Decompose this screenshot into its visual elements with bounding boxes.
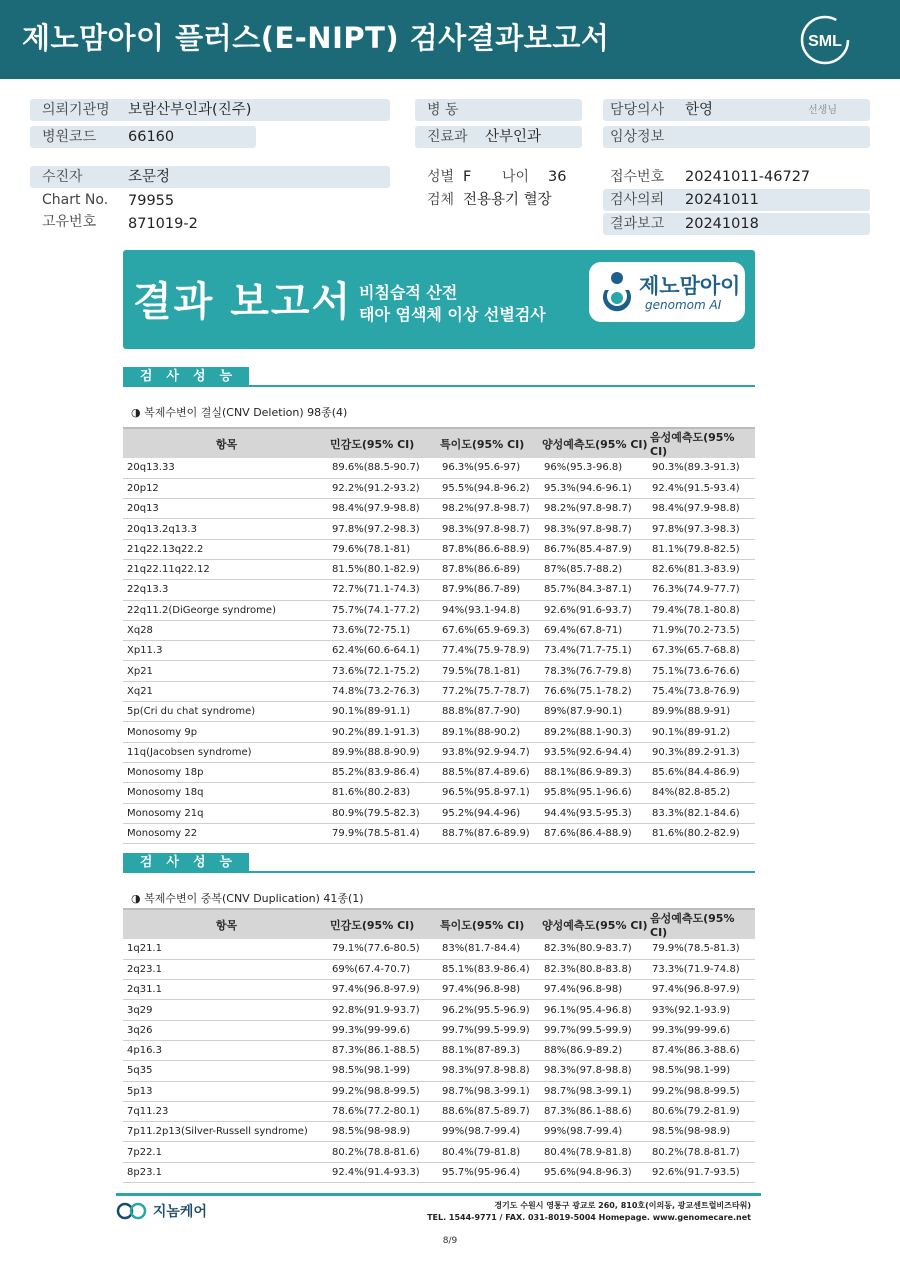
value-cell: 90.1%(89-91.2) <box>648 722 755 742</box>
table-row <box>123 1081 755 1101</box>
value-cell: 72.7%(71.1-74.3) <box>328 580 438 600</box>
value-cell: 95.2%(94.4-96) <box>438 803 540 823</box>
value-cell: 88.5%(87.4-89.6) <box>438 762 540 782</box>
value-cell: 80.4%(79-81.8) <box>438 1142 540 1162</box>
value-cell: 90.3%(89.3-91.3) <box>648 458 755 478</box>
value-cell: 89.1%(88-90.2) <box>438 722 540 742</box>
logo-name: 제노맘아이 <box>639 274 741 298</box>
value-cell: 99.3%(99-99.6) <box>648 1020 755 1040</box>
table-row <box>123 1000 755 1020</box>
doctor-suffix: 선생님 <box>808 105 837 116</box>
value-cell: 87%(85.7-88.2) <box>540 559 648 579</box>
table-header-row <box>123 428 755 458</box>
value-cell: 83%(81.7-84.4) <box>438 939 540 959</box>
value-cell: 89.6%(88.5-90.7) <box>328 458 438 478</box>
patient-value: 조문정 <box>128 169 171 185</box>
item-cell: Xp21 <box>123 661 328 681</box>
column-header: 양성예측도(95% CI) <box>540 909 648 939</box>
table-row <box>123 600 755 620</box>
item-cell: 20p12 <box>123 478 328 498</box>
value-cell: 97.8%(97.2-98.3) <box>328 519 438 539</box>
value-cell: 99.7%(99.5-99.9) <box>438 1020 540 1040</box>
value-cell: 99.2%(98.8-99.5) <box>648 1081 755 1101</box>
department-value: 산부인과 <box>485 129 542 145</box>
section2-header <box>123 853 755 873</box>
value-cell: 88.7%(87.6-89.9) <box>438 823 540 843</box>
value-cell: 97.4%(96.8-97.9) <box>648 980 755 1000</box>
table-row <box>123 783 755 803</box>
value-cell: 73.6%(72-75.1) <box>328 620 438 640</box>
chart-value: 79955 <box>128 193 175 209</box>
institution-label: 의뢰기관명 <box>42 102 110 118</box>
table-row <box>123 519 755 539</box>
banner-subtitle-2: 태아 염색체 이상 선별검사 <box>359 305 546 324</box>
table-row <box>123 742 755 762</box>
value-cell: 92.4%(91.4-93.3) <box>328 1162 438 1182</box>
value-cell: 90.3%(89.2-91.3) <box>648 742 755 762</box>
patient-label: 수진자 <box>42 169 83 185</box>
value-cell: 87.8%(86.6-88.9) <box>438 539 540 559</box>
footer-divider <box>116 1193 761 1196</box>
value-cell: 89.9%(88.8-90.9) <box>328 742 438 762</box>
value-cell: 76.3%(74.9-77.7) <box>648 580 755 600</box>
report-header <box>0 0 900 79</box>
logo-sub: genomom AI <box>645 298 722 312</box>
value-cell: 98.5%(98-98.9) <box>648 1122 755 1142</box>
value-cell: 98.3%(97.8-98.8) <box>540 1061 648 1081</box>
item-cell: 7q11.23 <box>123 1101 328 1121</box>
table-row <box>123 939 755 959</box>
item-cell: 1q21.1 <box>123 939 328 959</box>
value-cell: 82.3%(80.8-83.8) <box>540 959 648 979</box>
column-header: 음성예측도(95% CI) <box>648 909 755 939</box>
value-cell: 89.2%(88.1-90.3) <box>540 722 648 742</box>
item-cell: 3q29 <box>123 1000 328 1020</box>
value-cell: 67.3%(65.7-68.8) <box>648 641 755 661</box>
item-cell: 3q26 <box>123 1020 328 1040</box>
section2-subtitle: ◑ 복제수변이 중복(CNV Duplication) 41종(1) <box>131 892 364 905</box>
value-cell: 85.2%(83.9-86.4) <box>328 762 438 782</box>
value-cell: 95.6%(94.8-96.3) <box>540 1162 648 1182</box>
table-row <box>123 980 755 1000</box>
value-cell: 98.2%(97.8-98.7) <box>540 499 648 519</box>
item-cell: Monosomy 18p <box>123 762 328 782</box>
table-row <box>123 722 755 742</box>
column-header: 특이도(95% CI) <box>438 909 540 939</box>
item-cell: Monosomy 18q <box>123 783 328 803</box>
value-cell: 87.4%(86.3-88.6) <box>648 1040 755 1060</box>
value-cell: 79.9%(78.5-81.3) <box>648 939 755 959</box>
table-header-row <box>123 909 755 939</box>
item-cell: 2q31.1 <box>123 980 328 1000</box>
banner-subtitle-1: 비침습적 산전 <box>359 283 458 302</box>
value-cell: 96.2%(95.5-96.9) <box>438 1000 540 1020</box>
item-cell: 7p22.1 <box>123 1142 328 1162</box>
specimen-label: 검체 <box>427 192 455 208</box>
genomecare-logo-icon <box>116 1202 148 1220</box>
value-cell: 93.5%(92.6-94.4) <box>540 742 648 762</box>
value-cell: 69.4%(67.8-71) <box>540 620 648 640</box>
column-header: 항목 <box>123 909 328 939</box>
report-date-label: 결과보고 <box>610 216 665 232</box>
value-cell: 71.9%(70.2-73.5) <box>648 620 755 640</box>
item-cell: 22q13.3 <box>123 580 328 600</box>
value-cell: 76.6%(75.1-78.2) <box>540 681 648 701</box>
table-row <box>123 1040 755 1060</box>
value-cell: 99%(98.7-99.4) <box>540 1122 648 1142</box>
column-header: 민감도(95% CI) <box>328 428 438 458</box>
value-cell: 98.2%(97.8-98.7) <box>438 499 540 519</box>
value-cell: 86.7%(85.4-87.9) <box>540 539 648 559</box>
value-cell: 99.7%(99.5-99.9) <box>540 1020 648 1040</box>
value-cell: 73.3%(71.9-74.8) <box>648 959 755 979</box>
value-cell: 98.3%(97.8-98.8) <box>438 1061 540 1081</box>
value-cell: 67.6%(65.9-69.3) <box>438 620 540 640</box>
item-cell: 5q35 <box>123 1061 328 1081</box>
table-row <box>123 681 755 701</box>
value-cell: 85.7%(84.3-87.1) <box>540 580 648 600</box>
column-header: 항목 <box>123 428 328 458</box>
value-cell: 87.3%(86.1-88.6) <box>540 1101 648 1121</box>
value-cell: 80.2%(78.8-81.7) <box>648 1142 755 1162</box>
value-cell: 98.5%(98.1-99) <box>648 1061 755 1081</box>
genomom-logo <box>589 262 745 322</box>
value-cell: 96.1%(95.4-96.8) <box>540 1000 648 1020</box>
item-cell: 20q13 <box>123 499 328 519</box>
item-cell: 21q22.11q22.12 <box>123 559 328 579</box>
item-cell: 22q11.2(DiGeorge syndrome) <box>123 600 328 620</box>
table-row <box>123 499 755 519</box>
value-cell: 79.6%(78.1-81) <box>328 539 438 559</box>
item-cell: Monosomy 21q <box>123 803 328 823</box>
id-label: 고유번호 <box>42 214 97 230</box>
value-cell: 81.6%(80.2-82.9) <box>648 823 755 843</box>
page-number: 8/9 <box>442 1236 458 1246</box>
item-cell: Xp11.3 <box>123 641 328 661</box>
column-header: 특이도(95% CI) <box>438 428 540 458</box>
table-row <box>123 641 755 661</box>
item-cell: 20q13.33 <box>123 458 328 478</box>
value-cell: 79.9%(78.5-81.4) <box>328 823 438 843</box>
item-cell: Monosomy 9p <box>123 722 328 742</box>
table-row <box>123 1162 755 1182</box>
column-header: 음성예측도(95% CI) <box>648 428 755 458</box>
value-cell: 92.2%(91.2-93.2) <box>328 478 438 498</box>
value-cell: 83.3%(82.1-84.6) <box>648 803 755 823</box>
value-cell: 95.8%(95.1-96.6) <box>540 783 648 803</box>
column-header: 양성예측도(95% CI) <box>540 428 648 458</box>
table-row <box>123 1122 755 1142</box>
value-cell: 73.6%(72.1-75.2) <box>328 661 438 681</box>
value-cell: 77.2%(75.7-78.7) <box>438 681 540 701</box>
value-cell: 98.4%(97.9-98.8) <box>328 499 438 519</box>
item-cell: 5p13 <box>123 1081 328 1101</box>
value-cell: 81.5%(80.1-82.9) <box>328 559 438 579</box>
value-cell: 90.1%(89-91.1) <box>328 702 438 722</box>
value-cell: 75.4%(73.8-76.9) <box>648 681 755 701</box>
clinical-label: 임상정보 <box>610 129 665 145</box>
table-row <box>123 823 755 843</box>
duplication-table <box>123 908 755 1183</box>
sml-logo-text: SML <box>808 33 842 50</box>
value-cell: 87.6%(86.4-88.9) <box>540 823 648 843</box>
value-cell: 88%(86.9-89.2) <box>540 1040 648 1060</box>
value-cell: 98.3%(97.8-98.7) <box>438 519 540 539</box>
value-cell: 75.1%(73.6-76.6) <box>648 661 755 681</box>
section1-subtitle: ◑ 복제수변이 결실(CNV Deletion) 98종(4) <box>131 406 348 419</box>
report-title: 제노맘아이 플러스(E-NIPT) 검사결과보고서 <box>22 21 610 55</box>
value-cell: 92.6%(91.6-93.7) <box>540 600 648 620</box>
value-cell: 98.7%(98.3-99.1) <box>438 1081 540 1101</box>
receipt-label: 접수번호 <box>610 169 665 185</box>
value-cell: 92.4%(91.5-93.4) <box>648 478 755 498</box>
value-cell: 95.3%(94.6-96.1) <box>540 478 648 498</box>
value-cell: 98.5%(98.1-99) <box>328 1061 438 1081</box>
mother-baby-icon <box>597 270 637 314</box>
age-value: 36 <box>548 169 567 185</box>
item-cell: 5p(Cri du chat syndrome) <box>123 702 328 722</box>
table-row <box>123 959 755 979</box>
section1-tab: 검사성능 <box>123 367 249 387</box>
ward-label: 병 동 <box>427 102 459 118</box>
column-header: 민감도(95% CI) <box>328 909 438 939</box>
table-row <box>123 1101 755 1121</box>
id-value: 871019-2 <box>128 216 198 232</box>
chart-label: Chart No. <box>42 192 109 208</box>
value-cell: 82.6%(81.3-83.9) <box>648 559 755 579</box>
value-cell: 80.6%(79.2-81.9) <box>648 1101 755 1121</box>
value-cell: 78.6%(77.2-80.1) <box>328 1101 438 1121</box>
deletion-table <box>123 427 755 844</box>
value-cell: 96%(95.3-96.8) <box>540 458 648 478</box>
table-row <box>123 702 755 722</box>
value-cell: 74.8%(73.2-76.3) <box>328 681 438 701</box>
item-cell: 11q(Jacobsen syndrome) <box>123 742 328 762</box>
value-cell: 75.7%(74.1-77.2) <box>328 600 438 620</box>
item-cell: Monosomy 22 <box>123 823 328 843</box>
value-cell: 73.4%(71.7-75.1) <box>540 641 648 661</box>
section1-header <box>123 367 755 387</box>
request-label: 검사의뢰 <box>610 192 665 208</box>
value-cell: 95.5%(94.8-96.2) <box>438 478 540 498</box>
value-cell: 98.4%(97.9-98.8) <box>648 499 755 519</box>
value-cell: 79.4%(78.1-80.8) <box>648 600 755 620</box>
value-cell: 93%(92.1-93.9) <box>648 1000 755 1020</box>
footer-logo <box>116 1201 207 1223</box>
table-row <box>123 1061 755 1081</box>
value-cell: 79.1%(77.6-80.5) <box>328 939 438 959</box>
table-row <box>123 559 755 579</box>
value-cell: 89%(87.9-90.1) <box>540 702 648 722</box>
value-cell: 77.4%(75.9-78.9) <box>438 641 540 661</box>
doctor-label: 담당의사 <box>610 102 665 118</box>
hospital-code-value: 66160 <box>128 129 175 145</box>
value-cell: 89.9%(88.9-91) <box>648 702 755 722</box>
table-row <box>123 478 755 498</box>
value-cell: 92.6%(91.7-93.5) <box>648 1162 755 1182</box>
doctor-value: 한영 <box>685 102 714 118</box>
value-cell: 92.8%(91.9-93.7) <box>328 1000 438 1020</box>
result-banner <box>123 250 755 349</box>
value-cell: 98.7%(98.3-99.1) <box>540 1081 648 1101</box>
item-cell: 4p16.3 <box>123 1040 328 1060</box>
item-cell: 2q23.1 <box>123 959 328 979</box>
value-cell: 94%(93.1-94.8) <box>438 600 540 620</box>
value-cell: 99.2%(98.8-99.5) <box>328 1081 438 1101</box>
report-date-value: 20241018 <box>685 216 759 232</box>
table-row <box>123 762 755 782</box>
footer-contact: TEL. 1544-9771 / FAX. 031-8019-5004 Homepage. www.genomecare.net <box>427 1213 751 1222</box>
section2-tab: 검사성능 <box>123 853 249 873</box>
item-cell: 7p11.2p13(Silver-Russell syndrome) <box>123 1122 328 1142</box>
item-cell: 21q22.13q22.2 <box>123 539 328 559</box>
table-row <box>123 620 755 640</box>
item-cell: 8p23.1 <box>123 1162 328 1182</box>
table-row <box>123 458 755 478</box>
banner-title: 결과 보고서 <box>133 279 353 325</box>
value-cell: 97.8%(97.3-98.3) <box>648 519 755 539</box>
value-cell: 82.3%(80.9-83.7) <box>540 939 648 959</box>
value-cell: 99%(98.7-99.4) <box>438 1122 540 1142</box>
value-cell: 69%(67.4-70.7) <box>328 959 438 979</box>
value-cell: 80.4%(78.9-81.8) <box>540 1142 648 1162</box>
value-cell: 97.4%(96.8-98) <box>438 980 540 1000</box>
value-cell: 80.9%(79.5-82.3) <box>328 803 438 823</box>
value-cell: 88.6%(87.5-89.7) <box>438 1101 540 1121</box>
receipt-value: 20241011-46727 <box>685 169 811 185</box>
value-cell: 98.5%(98-98.9) <box>328 1122 438 1142</box>
value-cell: 87.9%(86.7-89) <box>438 580 540 600</box>
value-cell: 79.5%(78.1-81) <box>438 661 540 681</box>
hospital-code-label: 병원코드 <box>42 129 97 145</box>
table-row <box>123 803 755 823</box>
value-cell: 97.4%(96.8-97.9) <box>328 980 438 1000</box>
footer-address: 경기도 수원시 영통구 광교로 260, 810호(이의동, 광교센트럴비즈타워) <box>494 1201 751 1210</box>
value-cell: 81.1%(79.8-82.5) <box>648 539 755 559</box>
value-cell: 87.8%(86.6-89) <box>438 559 540 579</box>
sex-label: 성별 <box>427 169 455 185</box>
value-cell: 84%(82.8-85.2) <box>648 783 755 803</box>
value-cell: 90.2%(89.1-91.3) <box>328 722 438 742</box>
value-cell: 97.4%(96.8-98) <box>540 980 648 1000</box>
value-cell: 96.5%(95.8-97.1) <box>438 783 540 803</box>
item-cell: 20q13.2q13.3 <box>123 519 328 539</box>
table-row <box>123 1020 755 1040</box>
table-row <box>123 1142 755 1162</box>
value-cell: 99.3%(99-99.6) <box>328 1020 438 1040</box>
specimen-value: 전용용기 혈장 <box>463 192 552 208</box>
value-cell: 94.4%(93.5-95.3) <box>540 803 648 823</box>
sex-value: F <box>463 169 472 185</box>
value-cell: 62.4%(60.6-64.1) <box>328 641 438 661</box>
value-cell: 85.1%(83.9-86.4) <box>438 959 540 979</box>
footer-address-block <box>427 1200 751 1224</box>
value-cell: 88.1%(86.9-89.3) <box>540 762 648 782</box>
value-cell: 81.6%(80.2-83) <box>328 783 438 803</box>
table-row <box>123 580 755 600</box>
value-cell: 88.1%(87-89.3) <box>438 1040 540 1060</box>
value-cell: 78.3%(76.7-79.8) <box>540 661 648 681</box>
value-cell: 80.2%(78.8-81.6) <box>328 1142 438 1162</box>
institution-value: 보람산부인과(진주) <box>128 102 252 118</box>
value-cell: 88.8%(87.7-90) <box>438 702 540 722</box>
request-value: 20241011 <box>685 192 759 208</box>
item-cell: Xq28 <box>123 620 328 640</box>
value-cell: 87.3%(86.1-88.5) <box>328 1040 438 1060</box>
value-cell: 93.8%(92.9-94.7) <box>438 742 540 762</box>
table-row <box>123 661 755 681</box>
value-cell: 85.6%(84.4-86.9) <box>648 762 755 782</box>
footer-company: 지놈케어 <box>152 1204 207 1220</box>
value-cell: 98.3%(97.8-98.7) <box>540 519 648 539</box>
sml-logo-icon <box>798 14 852 66</box>
value-cell: 96.3%(95.6-97) <box>438 458 540 478</box>
item-cell: Xq21 <box>123 681 328 701</box>
department-label: 진료과 <box>427 129 468 145</box>
value-cell: 95.7%(95-96.4) <box>438 1162 540 1182</box>
table-row <box>123 539 755 559</box>
age-label: 나이 <box>502 169 530 185</box>
